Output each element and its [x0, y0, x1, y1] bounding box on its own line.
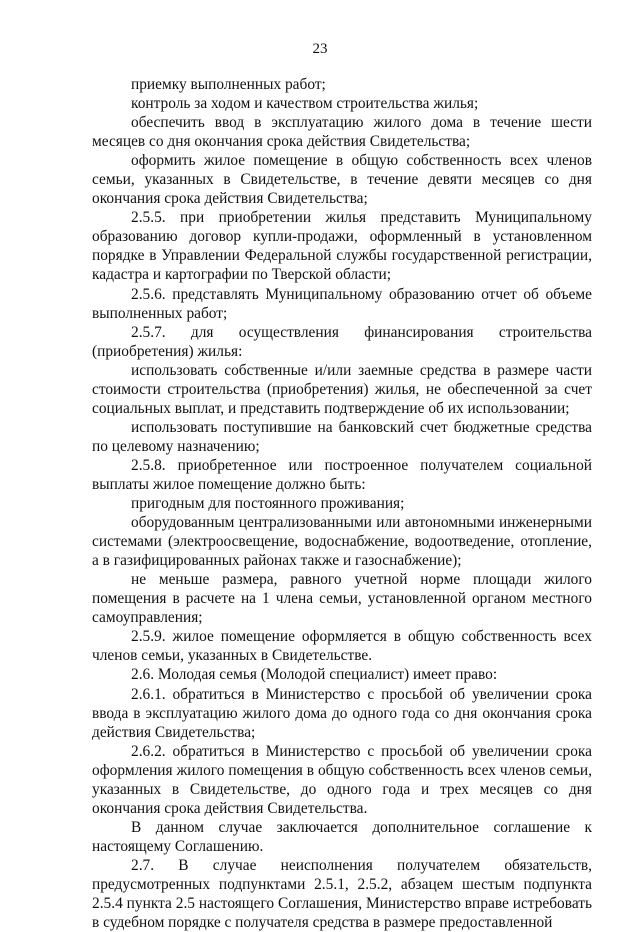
paragraph: контроль за ходом и качеством строительства жилья;	[131, 95, 479, 113]
paragraph: 2.5.5. при приобретении жилья представить Муниципальному образованию договор купли-продажи, оформленный в установленном порядке в Управлении Федеральной службы государственной регистрации, кадастра и картографии по Тверской области;	[92, 209, 592, 284]
paragraph: 2.6.2. обратиться в Министерство с просьбой об увеличении срока оформления жилого помещения в общую собственность всех членов семьи, указанных в Свидетельстве, до одного года и трех месяцев со дня окончания срока действия Свидетельства.	[92, 742, 592, 817]
paragraph: 2.7. В случае неисполнения получателем обязательств, предусмотренных подпунктами 2.5.1, 2.5.2, абзацем шестым подпункта 2.5.4 пункта 2.5 настоящего Соглашения, Министерство вправе истребовать в судебном порядке с получателя средства в размере предоставленной	[92, 856, 592, 932]
paragraph: приемку выполненных работ;	[131, 76, 326, 93]
paragraph: 2.6.1. обратиться в Министерство с просьбой об увеличении срока ввода в эксплуатацию жилого дома до одного года со дня окончания срока действия Свидетельства;	[92, 685, 592, 741]
paragraph: 2.6. Молодая семья (Молодой специалист) имеет право:	[131, 666, 498, 684]
document-body	[92, 75, 592, 932]
paragraph: оформить жилое помещение в общую собственность всех членов семьи, указанных в Свидетельстве, в течение девяти месяцев со дня окончания срока действия Свидетельства;	[92, 152, 592, 208]
paragraph: 2.5.7. для осуществления финансирования строительства (приобретения) жилья:	[92, 323, 592, 360]
paragraph: В данном случае заключается дополнительное соглашение к настоящему Соглашению.	[92, 818, 592, 855]
paragraph: использовать поступившие на банковский счет бюджетные средства по целевому назначению;	[92, 418, 592, 455]
paragraph: обеспечить ввод в эксплуатацию жилого дома в течение шести месяцев со дня окончания срока действия Свидетельства;	[92, 114, 592, 151]
paragraph: 2.5.8. приобретенное или построенное получателем социальной выплаты жилое помещение должно быть:	[92, 456, 592, 493]
paragraph: пригодным для постоянного проживания;	[131, 495, 405, 513]
page-number: 23	[312, 41, 328, 57]
paragraph: 2.5.9. жилое помещение оформляется в общую собственность всех членов семьи, указанных в Свидетельстве.	[92, 628, 592, 665]
paragraph: использовать собственные и/или заемные средства в размере части стоимости строительства (приобретения) жилья, не обеспеченной за счет социальных выплат, и представить подтверждение об их использовании;	[92, 361, 592, 417]
paragraph: оборудованным централизованными или автономными инженерными системами (электроосвещение, водоснабжение, водоотведение, отопление, а в газифицированных районах также и газоснабжение);	[92, 514, 592, 570]
paragraph: не меньше размера, равного учетной норме площади жилого помещения в расчете на 1 члена семьи, установленной органом местного самоуправления;	[92, 571, 592, 627]
paragraph: 2.5.6. представлять Муниципальному образованию отчет об объеме выполненных работ;	[92, 285, 592, 322]
